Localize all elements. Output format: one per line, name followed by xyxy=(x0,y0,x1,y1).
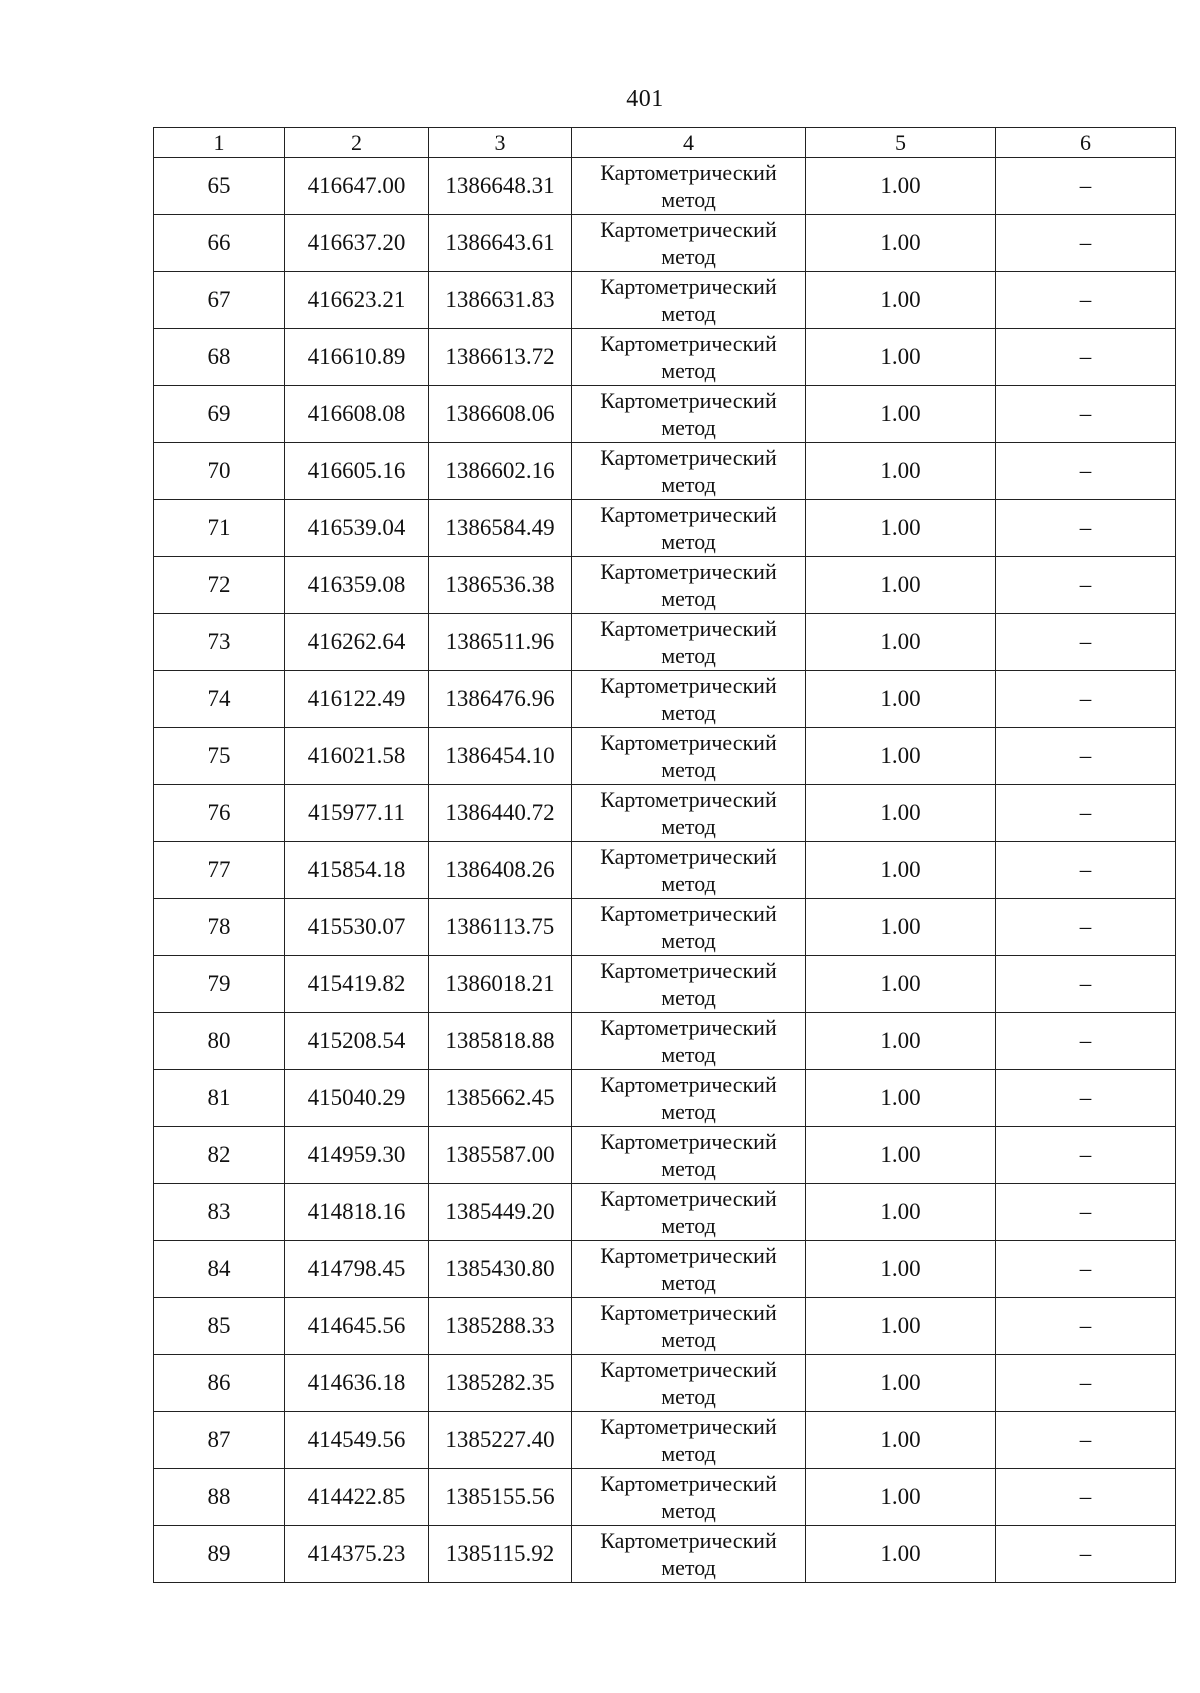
method-text: Картометрический xyxy=(600,1186,777,1211)
table-row xyxy=(154,1013,1176,1070)
method-cell xyxy=(572,614,806,671)
method-text: Картометрический xyxy=(600,1243,777,1268)
note-cell: – xyxy=(996,899,1176,956)
accuracy-cell: 1.00 xyxy=(806,329,996,386)
note-cell: – xyxy=(996,1526,1176,1583)
x-coordinate-cell: 415530.07 xyxy=(285,899,429,956)
y-coordinate-cell: 1385449.20 xyxy=(429,1184,572,1241)
point-number-cell: 66 xyxy=(154,215,285,272)
note-cell: – xyxy=(996,1412,1176,1469)
table-row xyxy=(154,215,1176,272)
table-row xyxy=(154,1127,1176,1184)
method-text: Картометрический xyxy=(600,1072,777,1097)
accuracy-cell: 1.00 xyxy=(806,1298,996,1355)
table-row xyxy=(154,1298,1176,1355)
method-text: Картометрический xyxy=(600,787,777,812)
y-coordinate-cell: 1386631.83 xyxy=(429,272,572,329)
point-number-cell: 77 xyxy=(154,842,285,899)
point-number-cell: 78 xyxy=(154,899,285,956)
method-cell xyxy=(572,1241,806,1298)
note-cell: – xyxy=(996,614,1176,671)
x-coordinate-cell: 416262.64 xyxy=(285,614,429,671)
y-coordinate-cell: 1386643.61 xyxy=(429,215,572,272)
accuracy-cell: 1.00 xyxy=(806,1469,996,1526)
point-number-cell: 80 xyxy=(154,1013,285,1070)
y-coordinate-cell: 1385587.00 xyxy=(429,1127,572,1184)
method-text: Картометрический xyxy=(600,1357,777,1382)
y-coordinate-cell: 1386440.72 xyxy=(429,785,572,842)
page-number: 401 xyxy=(626,86,664,112)
method-text: Картометрический xyxy=(600,559,777,584)
method-cell xyxy=(572,1127,806,1184)
y-coordinate-cell: 1385662.45 xyxy=(429,1070,572,1127)
note-cell: – xyxy=(996,557,1176,614)
accuracy-cell: 1.00 xyxy=(806,1184,996,1241)
table-row xyxy=(154,1070,1176,1127)
method-cell xyxy=(572,386,806,443)
y-coordinate-cell: 1385155.56 xyxy=(429,1469,572,1526)
point-number-cell: 70 xyxy=(154,443,285,500)
x-coordinate-cell: 416122.49 xyxy=(285,671,429,728)
x-coordinate-cell: 414818.16 xyxy=(285,1184,429,1241)
table-row xyxy=(154,785,1176,842)
method-text: Картометрический xyxy=(600,1414,777,1439)
point-number-cell: 89 xyxy=(154,1526,285,1583)
point-number-cell: 69 xyxy=(154,386,285,443)
point-number-cell: 85 xyxy=(154,1298,285,1355)
method-cell xyxy=(572,1469,806,1526)
method-cell xyxy=(572,500,806,557)
column-header: 3 xyxy=(429,128,572,158)
y-coordinate-cell: 1386613.72 xyxy=(429,329,572,386)
method-text: метод xyxy=(661,301,716,326)
note-cell: – xyxy=(996,1127,1176,1184)
method-text: метод xyxy=(661,700,716,725)
accuracy-cell: 1.00 xyxy=(806,272,996,329)
x-coordinate-cell: 415977.11 xyxy=(285,785,429,842)
coordinates-table xyxy=(153,127,1176,1583)
method-text: Картометрический xyxy=(600,1015,777,1040)
method-text: метод xyxy=(661,1156,716,1181)
method-text: метод xyxy=(661,187,716,212)
method-text: метод xyxy=(661,928,716,953)
method-text: Картометрический xyxy=(600,1129,777,1154)
accuracy-cell: 1.00 xyxy=(806,500,996,557)
accuracy-cell: 1.00 xyxy=(806,728,996,785)
note-cell: – xyxy=(996,1070,1176,1127)
table-row xyxy=(154,1355,1176,1412)
method-cell xyxy=(572,1526,806,1583)
note-cell: – xyxy=(996,215,1176,272)
y-coordinate-cell: 1385288.33 xyxy=(429,1298,572,1355)
method-cell xyxy=(572,443,806,500)
x-coordinate-cell: 415419.82 xyxy=(285,956,429,1013)
x-coordinate-cell: 416539.04 xyxy=(285,500,429,557)
accuracy-cell: 1.00 xyxy=(806,1355,996,1412)
method-text: Картометрический xyxy=(600,331,777,356)
method-text: Картометрический xyxy=(600,160,777,185)
x-coordinate-cell: 415208.54 xyxy=(285,1013,429,1070)
y-coordinate-cell: 1386113.75 xyxy=(429,899,572,956)
table-row xyxy=(154,671,1176,728)
x-coordinate-cell: 415040.29 xyxy=(285,1070,429,1127)
method-cell xyxy=(572,1355,806,1412)
method-cell xyxy=(572,158,806,215)
table-body xyxy=(154,158,1176,1583)
method-text: Картометрический xyxy=(600,616,777,641)
table-header-row xyxy=(154,128,1176,158)
method-text: метод xyxy=(661,1441,716,1466)
x-coordinate-cell: 414636.18 xyxy=(285,1355,429,1412)
note-cell: – xyxy=(996,1469,1176,1526)
method-cell xyxy=(572,728,806,785)
point-number-cell: 68 xyxy=(154,329,285,386)
accuracy-cell: 1.00 xyxy=(806,215,996,272)
y-coordinate-cell: 1386511.96 xyxy=(429,614,572,671)
note-cell: – xyxy=(996,1298,1176,1355)
note-cell: – xyxy=(996,386,1176,443)
y-coordinate-cell: 1386584.49 xyxy=(429,500,572,557)
note-cell: – xyxy=(996,443,1176,500)
point-number-cell: 72 xyxy=(154,557,285,614)
point-number-cell: 88 xyxy=(154,1469,285,1526)
point-number-cell: 71 xyxy=(154,500,285,557)
table-row xyxy=(154,1469,1176,1526)
method-cell xyxy=(572,329,806,386)
method-text: Картометрический xyxy=(600,844,777,869)
point-number-cell: 67 xyxy=(154,272,285,329)
note-cell: – xyxy=(996,1355,1176,1412)
accuracy-cell: 1.00 xyxy=(806,386,996,443)
method-text: метод xyxy=(661,529,716,554)
note-cell: – xyxy=(996,329,1176,386)
y-coordinate-cell: 1385818.88 xyxy=(429,1013,572,1070)
method-text: Картометрический xyxy=(600,673,777,698)
point-number-cell: 73 xyxy=(154,614,285,671)
method-text: метод xyxy=(661,1498,716,1523)
accuracy-cell: 1.00 xyxy=(806,158,996,215)
method-text: метод xyxy=(661,1213,716,1238)
x-coordinate-cell: 415854.18 xyxy=(285,842,429,899)
point-number-cell: 87 xyxy=(154,1412,285,1469)
x-coordinate-cell: 416021.58 xyxy=(285,728,429,785)
table-row xyxy=(154,1241,1176,1298)
y-coordinate-cell: 1385282.35 xyxy=(429,1355,572,1412)
y-coordinate-cell: 1386602.16 xyxy=(429,443,572,500)
table-row xyxy=(154,386,1176,443)
method-text: Картометрический xyxy=(600,502,777,527)
method-cell xyxy=(572,1184,806,1241)
note-cell: – xyxy=(996,272,1176,329)
method-text: метод xyxy=(661,244,716,269)
method-text: метод xyxy=(661,985,716,1010)
x-coordinate-cell: 414375.23 xyxy=(285,1526,429,1583)
accuracy-cell: 1.00 xyxy=(806,1127,996,1184)
method-cell xyxy=(572,215,806,272)
method-text: метод xyxy=(661,814,716,839)
x-coordinate-cell: 414959.30 xyxy=(285,1127,429,1184)
method-text: метод xyxy=(661,1042,716,1067)
method-text: Картометрический xyxy=(600,388,777,413)
method-text: Картометрический xyxy=(600,217,777,242)
note-cell: – xyxy=(996,728,1176,785)
note-cell: – xyxy=(996,1241,1176,1298)
method-text: Картометрический xyxy=(600,1471,777,1496)
method-text: метод xyxy=(661,472,716,497)
table-row xyxy=(154,443,1176,500)
table-row xyxy=(154,272,1176,329)
method-cell xyxy=(572,899,806,956)
method-cell xyxy=(572,272,806,329)
note-cell: – xyxy=(996,158,1176,215)
point-number-cell: 74 xyxy=(154,671,285,728)
table-row xyxy=(154,899,1176,956)
method-text: Картометрический xyxy=(600,901,777,926)
column-header: 2 xyxy=(285,128,429,158)
method-cell xyxy=(572,1412,806,1469)
x-coordinate-cell: 414549.56 xyxy=(285,1412,429,1469)
column-header: 5 xyxy=(806,128,996,158)
y-coordinate-cell: 1386454.10 xyxy=(429,728,572,785)
method-text: метод xyxy=(661,871,716,896)
method-cell xyxy=(572,785,806,842)
note-cell: – xyxy=(996,842,1176,899)
method-text: Картометрический xyxy=(600,958,777,983)
accuracy-cell: 1.00 xyxy=(806,614,996,671)
accuracy-cell: 1.00 xyxy=(806,557,996,614)
method-cell xyxy=(572,1070,806,1127)
method-cell xyxy=(572,1298,806,1355)
method-text: Картометрический xyxy=(600,445,777,470)
method-cell xyxy=(572,1013,806,1070)
accuracy-cell: 1.00 xyxy=(806,1013,996,1070)
point-number-cell: 79 xyxy=(154,956,285,1013)
method-cell xyxy=(572,956,806,1013)
y-coordinate-cell: 1386608.06 xyxy=(429,386,572,443)
accuracy-cell: 1.00 xyxy=(806,1526,996,1583)
method-text: метод xyxy=(661,643,716,668)
accuracy-cell: 1.00 xyxy=(806,1412,996,1469)
accuracy-cell: 1.00 xyxy=(806,1070,996,1127)
y-coordinate-cell: 1386408.26 xyxy=(429,842,572,899)
method-text: метод xyxy=(661,1099,716,1124)
point-number-cell: 84 xyxy=(154,1241,285,1298)
note-cell: – xyxy=(996,956,1176,1013)
y-coordinate-cell: 1386648.31 xyxy=(429,158,572,215)
point-number-cell: 76 xyxy=(154,785,285,842)
point-number-cell: 83 xyxy=(154,1184,285,1241)
accuracy-cell: 1.00 xyxy=(806,443,996,500)
method-text: метод xyxy=(661,586,716,611)
x-coordinate-cell: 416610.89 xyxy=(285,329,429,386)
table-row xyxy=(154,500,1176,557)
accuracy-cell: 1.00 xyxy=(806,956,996,1013)
method-text: метод xyxy=(661,358,716,383)
x-coordinate-cell: 416605.16 xyxy=(285,443,429,500)
method-cell xyxy=(572,671,806,728)
method-text: Картометрический xyxy=(600,1528,777,1553)
y-coordinate-cell: 1386018.21 xyxy=(429,956,572,1013)
method-text: метод xyxy=(661,1384,716,1409)
x-coordinate-cell: 416623.21 xyxy=(285,272,429,329)
method-text: метод xyxy=(661,757,716,782)
method-text: метод xyxy=(661,1555,716,1580)
note-cell: – xyxy=(996,1184,1176,1241)
x-coordinate-cell: 414798.45 xyxy=(285,1241,429,1298)
method-text: метод xyxy=(661,415,716,440)
method-cell xyxy=(572,842,806,899)
column-header: 6 xyxy=(996,128,1176,158)
x-coordinate-cell: 414645.56 xyxy=(285,1298,429,1355)
note-cell: – xyxy=(996,1013,1176,1070)
x-coordinate-cell: 416637.20 xyxy=(285,215,429,272)
table-row xyxy=(154,614,1176,671)
table-row xyxy=(154,956,1176,1013)
method-cell xyxy=(572,557,806,614)
method-text: Картометрический xyxy=(600,1300,777,1325)
x-coordinate-cell: 416647.00 xyxy=(285,158,429,215)
note-cell: – xyxy=(996,671,1176,728)
accuracy-cell: 1.00 xyxy=(806,1241,996,1298)
point-number-cell: 75 xyxy=(154,728,285,785)
point-number-cell: 82 xyxy=(154,1127,285,1184)
point-number-cell: 86 xyxy=(154,1355,285,1412)
point-number-cell: 81 xyxy=(154,1070,285,1127)
y-coordinate-cell: 1385430.80 xyxy=(429,1241,572,1298)
column-header: 1 xyxy=(154,128,285,158)
accuracy-cell: 1.00 xyxy=(806,899,996,956)
table-row xyxy=(154,728,1176,785)
table-row xyxy=(154,842,1176,899)
y-coordinate-cell: 1385115.92 xyxy=(429,1526,572,1583)
method-text: метод xyxy=(661,1270,716,1295)
accuracy-cell: 1.00 xyxy=(806,785,996,842)
x-coordinate-cell: 414422.85 xyxy=(285,1469,429,1526)
method-text: Картометрический xyxy=(600,730,777,755)
x-coordinate-cell: 416608.08 xyxy=(285,386,429,443)
point-number-cell: 65 xyxy=(154,158,285,215)
table-row xyxy=(154,1184,1176,1241)
table-row xyxy=(154,158,1176,215)
accuracy-cell: 1.00 xyxy=(806,842,996,899)
table-row xyxy=(154,557,1176,614)
note-cell: – xyxy=(996,785,1176,842)
y-coordinate-cell: 1385227.40 xyxy=(429,1412,572,1469)
column-header: 4 xyxy=(572,128,806,158)
note-cell: – xyxy=(996,500,1176,557)
method-text: Картометрический xyxy=(600,274,777,299)
table-row xyxy=(154,1526,1176,1583)
method-text: метод xyxy=(661,1327,716,1352)
accuracy-cell: 1.00 xyxy=(806,671,996,728)
table-row xyxy=(154,1412,1176,1469)
table-row xyxy=(154,329,1176,386)
y-coordinate-cell: 1386536.38 xyxy=(429,557,572,614)
y-coordinate-cell: 1386476.96 xyxy=(429,671,572,728)
x-coordinate-cell: 416359.08 xyxy=(285,557,429,614)
